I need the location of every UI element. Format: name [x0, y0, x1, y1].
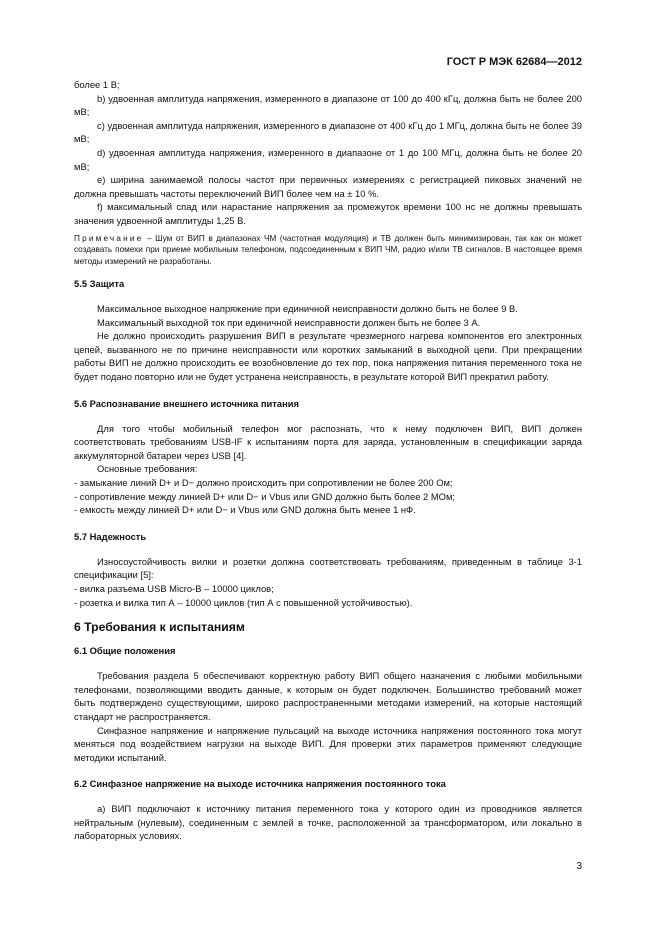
note: [74, 233, 582, 268]
note-text: – Шум от ВИП в диапазонах ЧМ (частотная модуляция) и ТВ должен быть минимизирован, так как он может создавать помехи при приеме мобильным телефоном, подсоединенным к ВИП ЧМ, радио и/или ТВ сигналов. В настоящее время методы измерений не разработаны.: [74, 233, 582, 266]
list-item: - сопротивление между линией D+ или D− и Vbus или GND должно быть более 2 МОм;: [74, 490, 456, 502]
list-item: - вилка разъема USB Micro-B – 10000 циклов;: [74, 582, 274, 594]
section-5-5-title: 5.5 Защита: [74, 278, 125, 290]
paragraph: Не должно происходить разрушения ВИП в результате чрезмерного нагрева компонентов его электронных цепей, вызванного не по причине неисправности или коротких замыканий в выходной цепи. При прекращении работы ВИП не должно происходить ее возобновление до тех пор, пока напряжения питания переменного тока не будет подано повторно или не будет устранена неисправность, в результате которой ВИП прекратил работу.: [74, 330, 582, 382]
list-item: - замыкание линий D+ и D− должно происходить при сопротивлении не более 200 Ом;: [74, 476, 453, 488]
document-page: [74, 56, 582, 843]
section-5-7-title: 5.7 Надежность: [74, 530, 147, 542]
list-item: - розетка и вилка тип А – 10000 циклов (тип А с повышенной устойчивостью).: [74, 596, 413, 608]
section-5-6-title: 5.6 Распознавание внешнего источника питания: [74, 397, 299, 409]
note-label: Примечание: [74, 233, 144, 243]
list-item-d: d) удвоенная амплитуда напряжения, измеренного в диапазоне от 1 до 100 МГц, должна быть не более 20 мВ;: [74, 146, 582, 172]
paragraph: Максимальное выходное напряжение при единичной неисправности должно быть не более 9 В.: [97, 303, 518, 315]
list-item-f: f) максимальный спад или нарастание напряжения за промежуток времени 100 нс не должны превышать значения удвоенной амплитуды 1,25 В.: [74, 201, 582, 226]
paragraph: Основные требования:: [97, 463, 198, 475]
list-item-c: c) удвоенная амплитуда напряжения, измеренного в диапазоне от 400 кГц до 1 МГц, должна быть не более 39 мВ;: [74, 119, 582, 145]
section-6-1-title: 6.1 Общие положения: [74, 645, 176, 657]
section-6-title: 6 Требования к испытаниям: [74, 620, 245, 635]
paragraph: Требования раздела 5 обеспечивают корректную работу ВИП общего назначения с любыми мобильными телефонами, позволяющими вводить данные, к которым он будет подключен. Большинство требований может быть подтверждено существующими, широко распространенными методами измерений, на которые настоящий стандарт не распространяется.: [74, 670, 582, 722]
paragraph: Износоустойчивость вилки и розетки должна соответствовать требованиям, приведенным в таблице 3-1 спецификации [5]:: [74, 555, 582, 581]
section-6-2-title: 6.2 Синфазное напряжение на выходе источника напряжения постоянного тока: [74, 778, 446, 790]
paragraph: Для того чтобы мобильный телефон мог распознать, что к нему подключен ВИП, ВИП должен соответствовать требованиям USB-IF к испытаниям порта для заряда, установленным в спецификации заряда аккумуляторной батареи через USB [4].: [74, 422, 582, 461]
page-number: 3: [576, 861, 582, 872]
paragraph: а) ВИП подключают к источнику питания переменного тока у которого один из проводников является нейтральным (нулевым), соединенным с землей в точке, расположенной за трансформатором, или локально в лабораторных условиях.: [74, 803, 582, 842]
paragraph: Синфазное напряжение и напряжение пульсаций на выходе источника напряжения постоянного тока могут меняться под воздействием нагрузки на выходе ВИП. Для проверки этих параметров применяют следующие методики испытаний.: [74, 724, 582, 763]
paragraph: более 1 В;: [74, 79, 120, 90]
list-item-e: e) ширина занимаемой полосы частот при первичных измерениях с регистрацией пиковых значений не должна превышать частоты переключений ВИП более чем на ± 10 %.: [74, 174, 582, 199]
list-item-b: b) удвоенная амплитуда напряжения, измеренного в диапазоне от 100 до 400 кГц, должна быть не более 200 мВ;: [74, 92, 582, 118]
document-header: ГОСТ Р МЭК 62684—2012: [446, 56, 582, 68]
paragraph: Максимальный выходной ток при единичной неисправности должен быть не более 3 А.: [97, 316, 481, 328]
list-item: - емкость между линией D+ или D− и Vbus или GND должна быть менее 1 нФ.: [74, 504, 416, 516]
